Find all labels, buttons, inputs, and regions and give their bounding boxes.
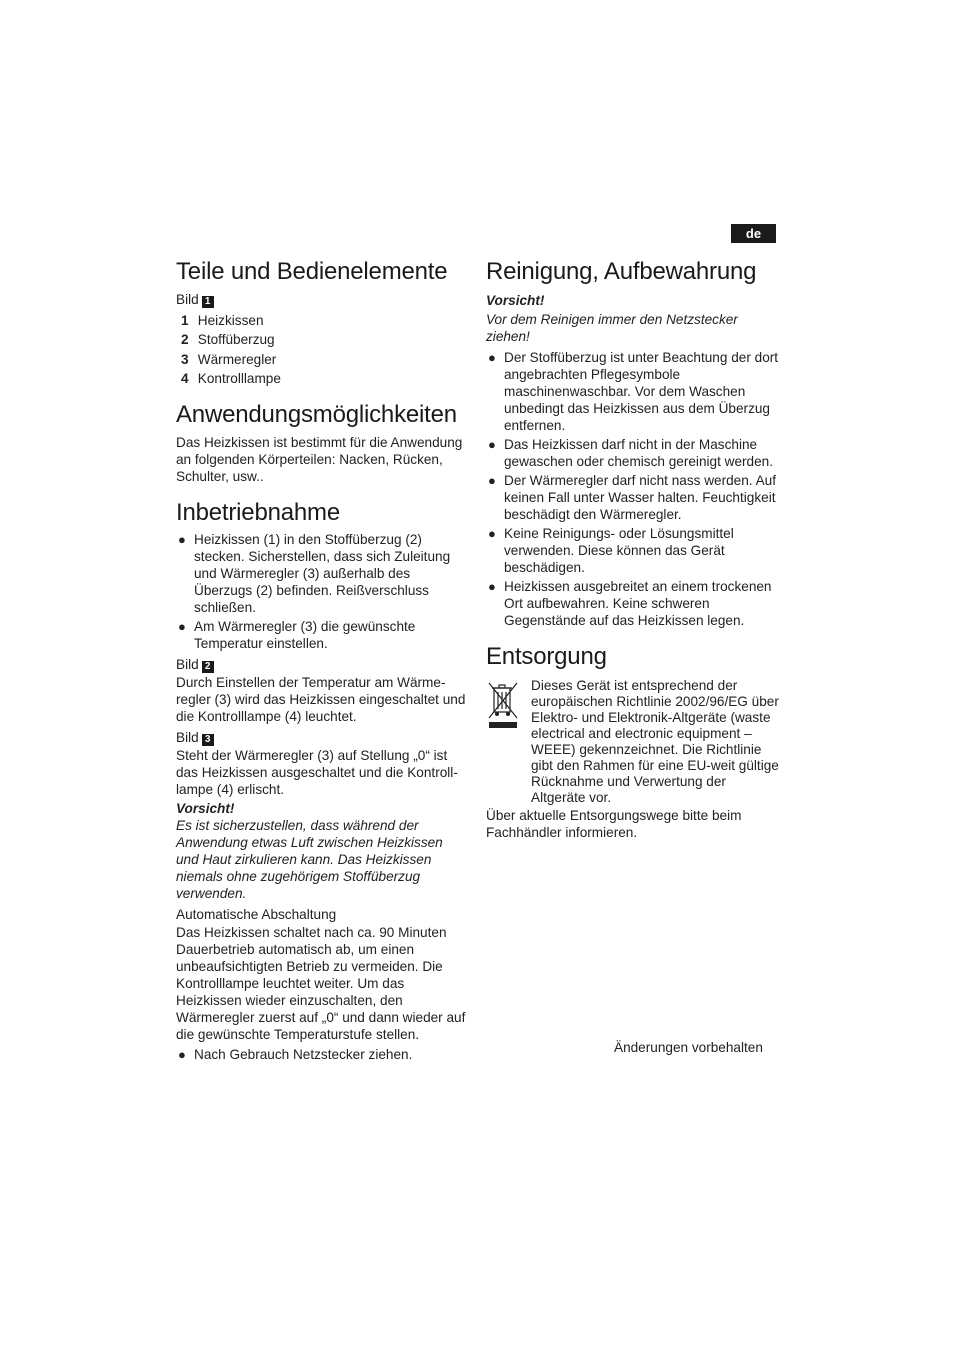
crossed-out-bin-icon [486,680,520,730]
part-label: Heizkissen [197,312,264,328]
part-number: 3 [181,351,189,367]
list-item [486,436,780,470]
part-number: 4 [181,371,189,387]
list-item [181,330,468,350]
part-label: Kontrolllampe [197,371,281,387]
figure-reference-2 [176,656,468,674]
disposal-text: Über aktuelle Entsorgungswege bitte beim Fachhändler informieren. [486,807,742,840]
part-label: Wärmeregler [197,351,277,367]
parts-section [176,258,468,389]
bullet-icon: ● [178,532,186,548]
left-column [176,258,468,1077]
figure-reference-1 [176,291,468,309]
figure-label: Bild [176,657,199,673]
disposal-section [486,643,780,841]
bullet-icon: ● [488,436,496,452]
usage-heading: Anwendungsmöglichkeiten [176,400,457,428]
figure-reference-3 [176,729,468,747]
bullet-text: Heizkissen ausgebreitet an einem trockenen Ort aufbewahren. Keine schweren Gegenstände auf das Heizkissen legen. [504,578,772,628]
list-item [176,531,468,616]
figure-label: Bild [176,730,199,746]
bullet-text: Am Wärmeregler (3) die gewünschte Temperatur einstellen. [194,619,416,652]
parts-heading: Teile und Bedienelemente [176,258,448,285]
list-item [486,349,780,434]
part-number: 1 [181,312,189,328]
bullet-icon: ● [488,349,496,365]
bullet-icon: ● [488,525,496,541]
figure-number-badge: 1 [202,296,214,308]
figure-label: Bild [176,291,199,307]
usage-text: Das Heizkissen ist bestimmt für die Anwendung an folgenden Körperteilen: Nacken, Rücken, Schulter, usw.. [176,434,463,484]
bullet-icon: ● [488,472,496,488]
part-number: 2 [181,332,189,348]
bullet-icon: ● [178,1047,186,1063]
list-item [181,311,468,331]
figure-number-badge: 2 [202,661,214,673]
bullet-text: Der Stoffüberzug ist unter Beachtung der dort angebrachten Pflegesymbole maschinenwaschbar. Vor dem Waschen unbedingt das Heizkissen aus dem Überzug entfernen. [504,349,779,433]
caution-text: Es ist sicherzustellen, dass während der Anwendung etwas Luft zwischen Heizkissen und Haut zirkulieren kann. Das Heizkissen niemals ohne zugehörigem Stoffüberzug verwenden. [176,818,443,902]
figure-number-badge: 3 [202,734,214,746]
bullet-text: Nach Gebrauch Netzstecker ziehen. [194,1047,413,1063]
list-item [176,1046,468,1063]
caution-heading: Vorsicht! [176,801,235,817]
caution-heading: Vorsicht! [486,292,545,308]
right-column [486,258,780,855]
startup-heading: Inbetriebnahme [176,498,340,526]
list-item [486,525,780,576]
figure-3-text: Steht der Wärmeregler (3) auf Stellung „0“ ist das Heizkissen ausgeschaltet und die Kontrolllampe (4) erlischt. [176,748,458,798]
bullet-text: Das Heizkissen darf nicht in der Maschine gewaschen oder chemisch gereinigt werden. [504,436,774,469]
footer-note: Änderungen vorbehalten [614,1040,763,1055]
auto-shutoff-heading: Automatische Abschaltung [176,907,337,923]
disposal-heading: Entsorgung [486,642,607,670]
part-label: Stoffüberzug [197,332,275,348]
list-item [181,350,468,370]
parts-list [181,311,468,389]
weee-text: Dieses Gerät ist entsprechend der europäischen Richtlinie 2002/96/EG über Elektro- und Elektronik-Altgeräte (waste electrical and electronic equipment – WEEE) gekennzeichnet. Die Richtlinie gibt den Rahmen für eine EU-weit gültige Rücknahme und Verwertung der Altgeräte vor. [531,677,779,805]
list-item [486,472,780,523]
figure-2-text: Durch Einstellen der Temperatur am Wärmeregler (3) wird das Heizkissen eingeschaltet und die Kontrolllampe (4) leuchtet. [176,675,466,725]
bullet-text: Der Wärmeregler darf nicht nass werden. Auf keinen Fall unter Wasser halten. Feuchtigkeit beschädigt den Wärmeregler. [504,472,776,522]
cleaning-section [486,258,780,629]
cleaning-heading: Reinigung, Aufbewahrung [486,258,757,285]
bullet-icon: ● [178,619,186,635]
usage-section [176,401,468,485]
weee-block [486,678,780,806]
language-badge: de [731,224,776,243]
list-item [181,369,468,389]
list-item [176,618,468,652]
bullet-text: Heizkissen (1) in den Stoffüberzug (2) stecken. Sicherstellen, dass sich Zuleitung und Wärmeregler (3) außerhalb des Überzugs (2) befinden. Reißverschluss schließen. [194,532,451,616]
list-item [486,578,780,629]
startup-section [176,499,468,1064]
auto-shutoff-text: Das Heizkissen schaltet nach ca. 90 Minuten Dauerbetrieb automatisch ab, um einen unbeaufsichtigten Betrieb zu vermeiden. Die Kontrolllampe leuchtet weiter. Um das Heizkissen wieder einzuschalten, den Wärmeregler zuerst auf „0“ und dann wieder auf die gewünschte Temperaturstufe stellen. [176,925,466,1043]
final-bullets [176,1046,468,1063]
startup-bullets [176,531,468,652]
bullet-icon: ● [488,578,496,594]
bullet-text: Keine Reinigungs- oder Lösungsmittel verwenden. Diese können das Gerät beschädigen. [504,525,734,575]
caution-text: Vor dem Reinigen immer den Netzstecker ziehen! [486,311,738,344]
cleaning-bullets [486,349,780,629]
